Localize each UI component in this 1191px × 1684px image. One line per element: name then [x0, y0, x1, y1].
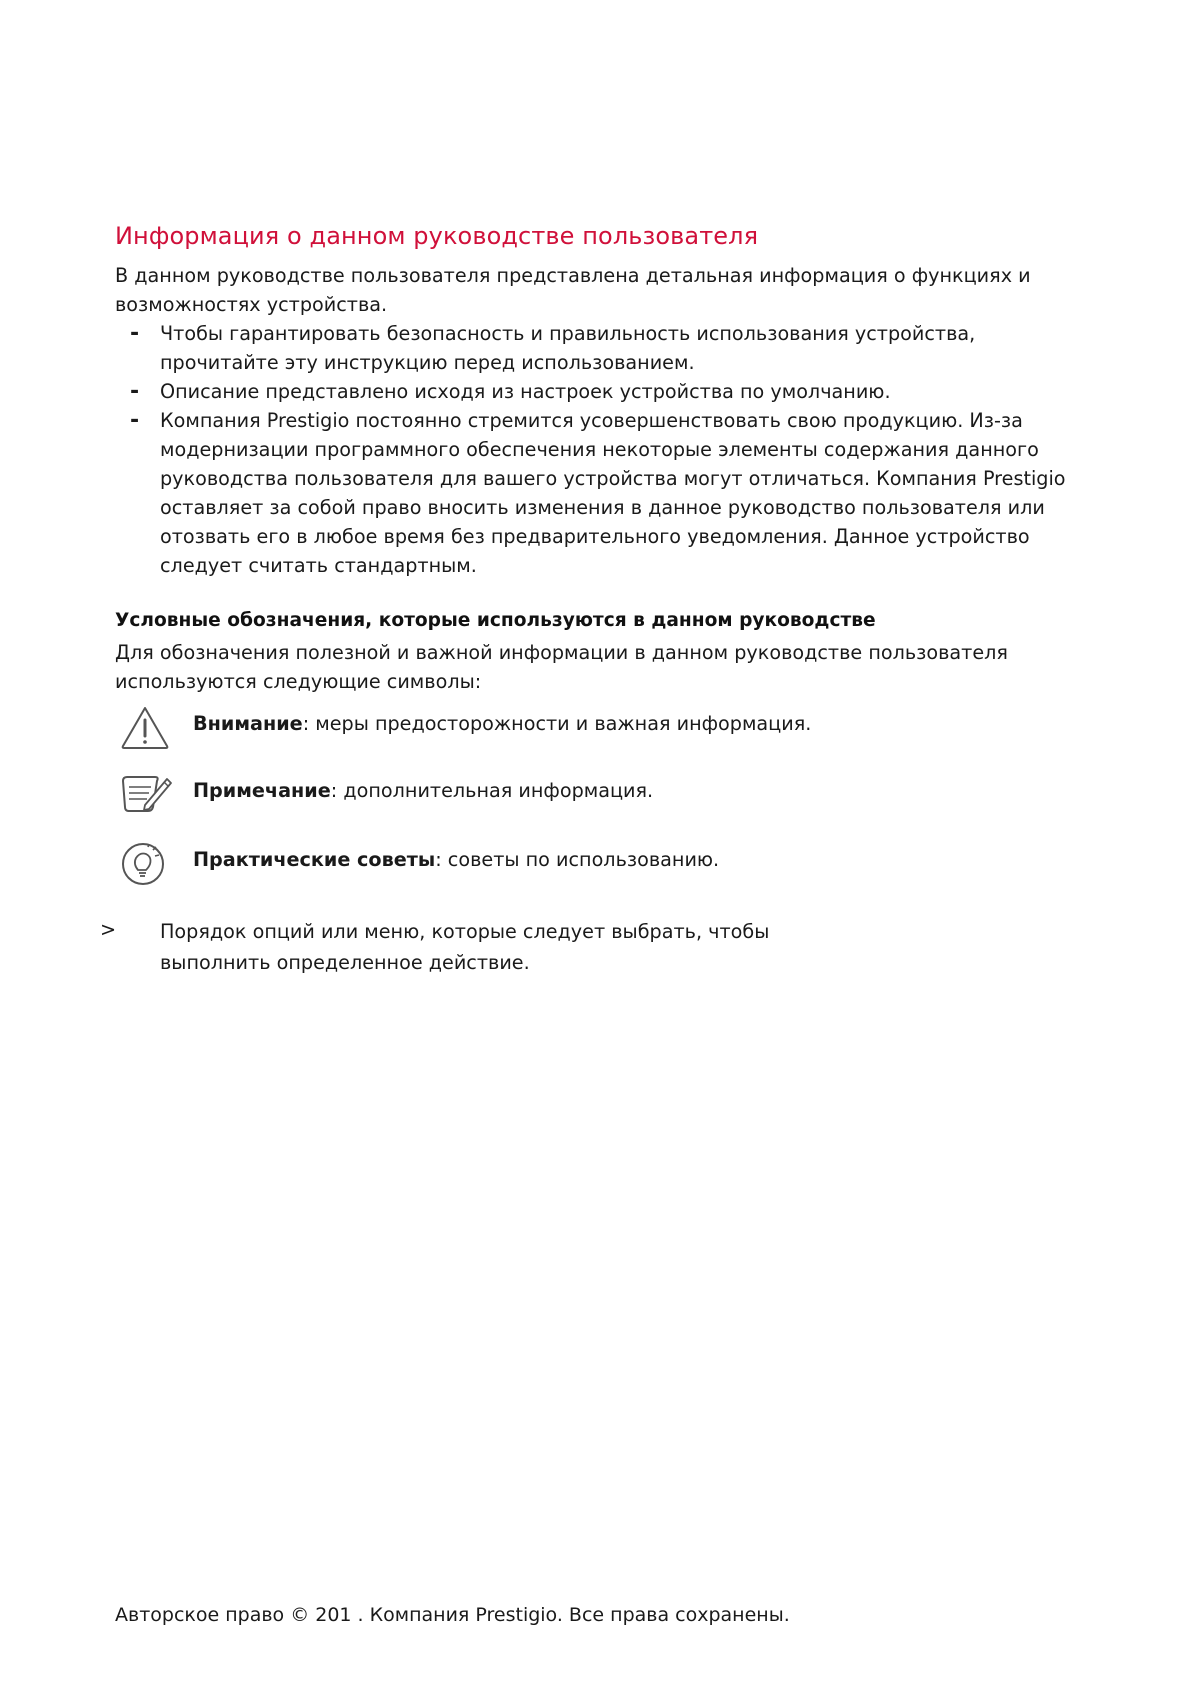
warning-triangle-icon — [115, 700, 175, 754]
bullet-item — [130, 406, 1080, 580]
bullet-text: Компания Prestigio постоянно стремится усовершенствовать свою продукцию. Из-за модернизации программного обеспечения некоторые элементы содержания данного руководства пользователя для вашего устройства могут отличаться. Компания Prestigio оставляет за собой право вносить изменения в данное руководство пользователя или отозвать его в любое время без предварительного уведомления. Данное устройство следует считать стандартным. — [160, 409, 1066, 577]
bullet-item — [130, 377, 1080, 406]
conventions-intro: Для обозначения полезной и важной информации в данном руководстве пользователя используются следующие символы: — [115, 641, 1008, 693]
bullet-dash: - — [130, 408, 140, 433]
legend-tips — [115, 836, 1015, 890]
order-symbol: > — [100, 918, 117, 941]
bullet-dash: - — [130, 379, 140, 404]
intro-paragraph: В данном руководстве пользователя представлена детальная информация о функциях и возможностях устройства. — [115, 264, 1031, 316]
conventions-title: Условные обозначения, которые используются в данном руководстве — [115, 610, 876, 631]
legend-caution-text — [193, 712, 811, 735]
bullet-item — [130, 319, 1080, 377]
legend-term: Примечание — [193, 779, 331, 802]
legend-note-text — [193, 779, 653, 802]
section-title: Информация о данном руководстве пользователя — [115, 222, 759, 250]
legend-tips-text — [193, 848, 719, 871]
bullet-text: Описание представлено исходя из настроек устройства по умолчанию. — [160, 380, 891, 403]
legend-desc: : дополнительная информация. — [330, 779, 654, 802]
legend-caution — [115, 700, 1015, 754]
lightbulb-tip-icon — [115, 836, 175, 890]
legend-term: Внимание — [193, 712, 303, 735]
bullet-text: Чтобы гарантировать безопасность и правильность использования устройства, прочитайте эту инструкцию перед использованием. — [160, 322, 976, 374]
legend-desc: : меры предосторожности и важная информация. — [302, 712, 812, 735]
legend-desc: : советы по использованию. — [435, 848, 720, 871]
note-pencil-icon — [115, 767, 175, 821]
legend-term: Практические советы — [193, 848, 436, 871]
bullet-dash: - — [130, 321, 140, 346]
bullet-list — [130, 319, 1080, 580]
copyright-footer: Авторское право © 201 . Компания Prestigio. Все права сохранены. — [115, 1604, 790, 1626]
legend-note — [115, 767, 1015, 821]
order-description: Порядок опций или меню, которые следует выбрать, чтобы выполнить определенное действие. — [160, 920, 770, 974]
